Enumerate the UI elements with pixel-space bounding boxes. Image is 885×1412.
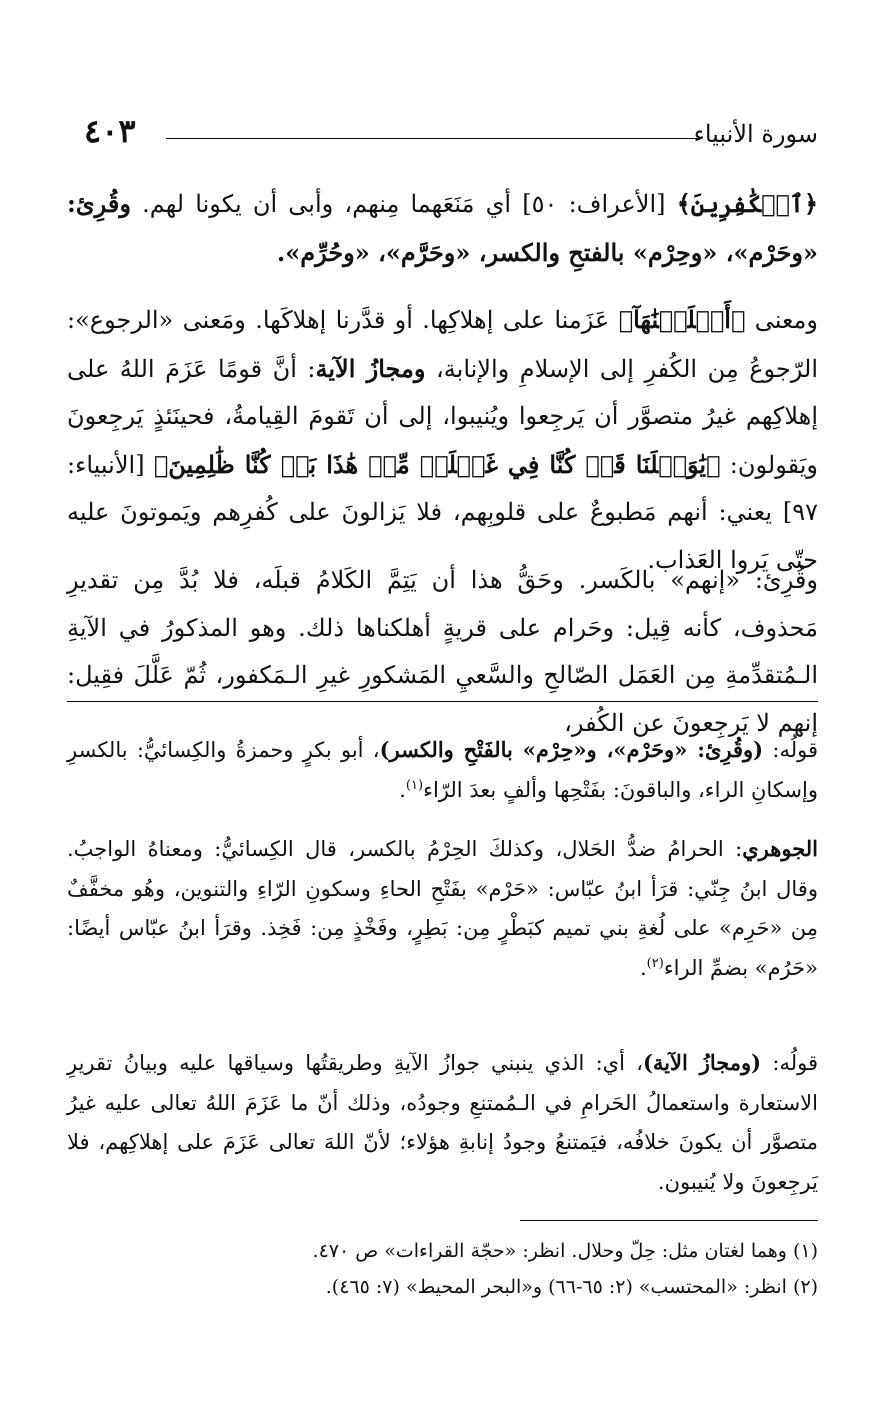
lemma: (ومجازُ الآية) — [642, 1050, 762, 1075]
text-run: [الأعراف: ٥٠] أي مَنَعَهما مِنهم، وأبى أن يكونا لهم. — [130, 190, 677, 218]
lemma: (وقُرِئ: «وحَرْم»، و«حِرْم» بالفَتْحِ والكسر) — [379, 737, 764, 762]
quran-quote: ﴿أَهۡلَكۡنَٰهَآ﴾ — [618, 305, 746, 334]
quran-quote: ﴿يَٰوَيۡلَنَا قَدۡ كُنَّا فِي غَفۡلَةٖ مِّنۡ هَٰذَا بَلۡ كُنَّا ظَٰلِمِينَ﴾ — [153, 449, 721, 479]
footnote-marker[interactable]: (١) — [405, 777, 424, 793]
text-run: ، أبو بكرٍ وحمزةُ والكِسائيُّ: بالكسرِ وإسكانِ الراء، والباقونَ: بفَتْحِها وألفٍ بعدَ الرّاء — [67, 738, 818, 802]
text-run: قولُه: — [761, 1051, 818, 1075]
page-number: ٤٠٣ — [84, 112, 136, 150]
reading-variants: وقُرِئ: «وحَرْم»، «وحِرْم» بالفتحِ والكسر، «وحَرَّم»، «وحُرِّم». — [67, 189, 818, 267]
text-run: وقُرِئ: «إنهم» بالكَسر. وحَقُّ هذا أن يَتِمَّ الكَلامُ قبلَه، فلا بُدَّ مِن تقديرِ مَحذوف، كأنه قِيل: وحَرام على قريةٍ أهلكناها ذلك. وهو المذكورُ في الآيةِ الـمُتقدِّمةِ مِن العَمَل الصّالحِ والسَّعيِ المَشكورِ غيرِ الـمَكفور، ثُمّ عَلَّلَ فقِيل: إنهم لا يَرجِعونَ عن الكُفر، — [67, 566, 818, 737]
text-run: . — [639, 955, 647, 980]
footnote-2: (٢) انظر: «المحتسب» (٢: ٦٥-٦٦) و«البحر المحيط» (٧: ٤٦٥). — [325, 1276, 818, 1298]
commentary-divider — [67, 701, 818, 702]
header-rule — [166, 138, 698, 139]
commentary-paragraph-3 — [67, 1043, 818, 1202]
text-run: : أنَّ قومًا عَزَمَ اللهُ على إهلاكِهم غيرُ متصوَّر أن يَرجِعوا ويُنيبوا، إلى أن تَقومَ القِيامةُ، فحينَئذٍ يَرجِعونَ ويَقولون: — [67, 354, 818, 479]
source-name: الجوهري — [742, 836, 818, 861]
text-run: ومعنى — [745, 306, 818, 334]
surah-name: سورة الأنبياء — [693, 120, 818, 148]
quran-quote: ﴿ٱلۡكَٰفِرِينَ﴾ — [676, 189, 819, 218]
text-run: عَزَمنا على إهلاكِها. أو قدَّرنا إهلاكَها. ومَعنى «الرجوع»: الرّجوعُ مِن الكُفرِ إلى الإسلامِ والإنابة، — [67, 306, 818, 383]
text-run: . — [399, 777, 406, 802]
footnote-rule — [520, 1220, 818, 1221]
running-header — [84, 112, 818, 156]
main-paragraph-1 — [67, 180, 818, 277]
footnote-1: (١) وهما لغتان مثل: حِلّ وحلال. انظر: «حجّة القراءات» ص ٤٧٠. — [312, 1240, 818, 1262]
main-paragraph-2 — [67, 296, 818, 584]
footnote-marker[interactable]: (٢) — [646, 955, 664, 971]
commentary-paragraph-2 — [67, 829, 818, 988]
text-run: ، أي: الذي ينبني جوازُ الآيةِ وطريقتُها وسياقها عليه وبيانُ تقريرِ الاستعارة واستعمالُ الحَرامِ في الـمُمتنعِ وجودُه، وذلك أنّ ما عَزَمَ اللهُ تعالى عليه غيرُ متصوَّر أن يكونَ خلافُه، فيَمتنعُ وجودُ إنابةِ هؤلاء؛ لأنّ اللهَ تعالى عَزَمَ على إهلاكِهم، فلا يَرجِعونَ ولا يُنيبون. — [67, 1051, 818, 1194]
text-run: : الحرامُ ضدُّ الحَلال، وكذلكَ الحِرْمُ بالكسر، قال الكِسائيُّ: ومعناهُ الواجبُ. وقال ابنُ جِنّي: قرَأ ابنُ عبّاس: «حَرْم» بفَتْحِ الحاءِ وسكونِ الرّاءِ والتنوين، وهُو مخفَّفٌ مِن «حَرِم» على لُغةِ بني تميم كبَطْرٍ مِن: بَطِرٍ، وفَخْذٍ مِن: فَخِذ. وقرَأ ابنُ عبّاس أيضًا: «حَرُم» بضمِّ الراء — [67, 837, 818, 980]
text-run: [الأنبياء: ٩٧] يعني: أنهم مَطبوعٌ على قلوبِهم، فلا يَزالونَ على كُفرِهم ويَموتونَ عليه حتّى يَروا العَذاب. — [67, 450, 818, 574]
emphasis-term: ومجازُ الآية — [315, 353, 426, 383]
commentary-paragraph-1 — [67, 730, 818, 810]
main-paragraph-3 — [67, 557, 818, 747]
text-run: قولُه: — [763, 738, 818, 762]
